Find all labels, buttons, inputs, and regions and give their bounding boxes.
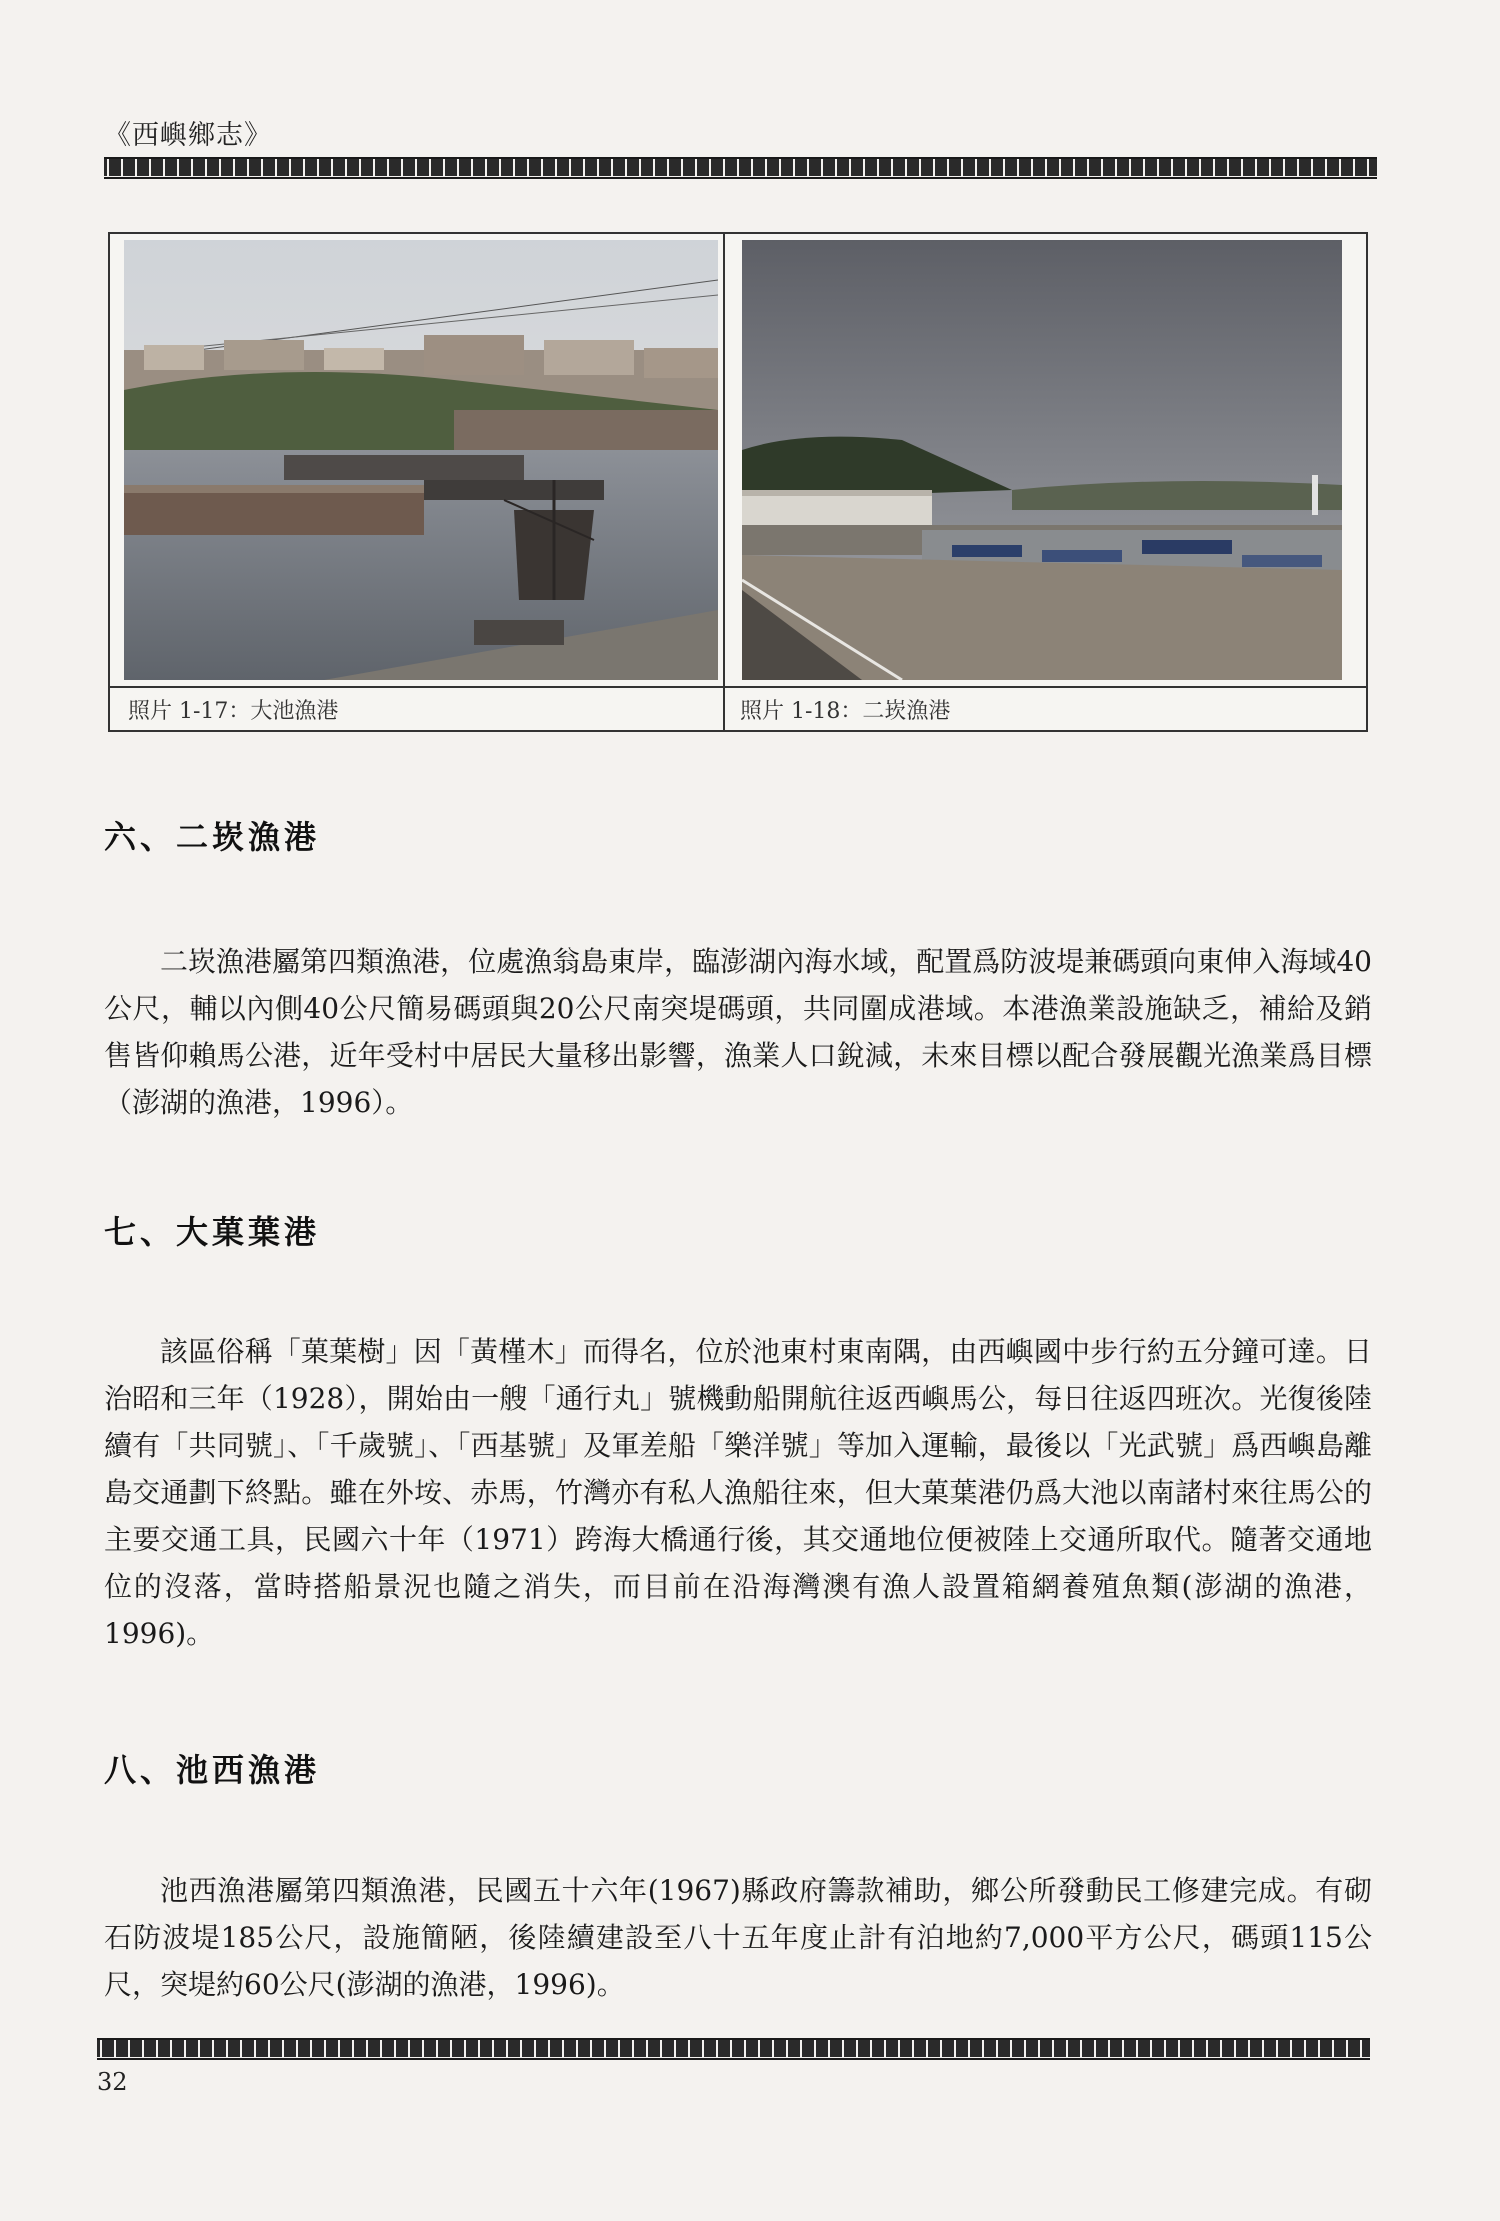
photo-erkan-harbor bbox=[742, 240, 1342, 680]
photo-divider bbox=[723, 234, 725, 730]
section-body-erkan: 二崁漁港屬第四類漁港，位處漁翁島東岸，臨澎湖內海水域，配置爲防波堤兼碼頭向東伸入海域40公尺，輔以內側40公尺簡易碼頭與20公尺南突堤碼頭，共同圍成港域。本港漁業設施缺乏，補給及銷售皆仰賴馬公港，近年受村中居民大量移出影響，漁業人口銳減，未來目標以配合發展觀光漁業爲目標（澎湖的漁港，1996）。 bbox=[104, 945, 1372, 1119]
decorative-border-top bbox=[104, 157, 1377, 179]
section-body-guoye: 該區俗稱「菓葉樹」因「黃槿木」而得名，位於池東村東南隅，由西嶼國中步行約五分鐘可達。日治昭和三年（1928），開始由一艘「通行丸」號機動船開航往返西嶼馬公，每日往返四班次。光復後陸續有「共同號」、「千歲號」、「西基號」及軍差船「樂洋號」等加入運輸，最後以「光武號」爲西嶼島離島交通劃下終點。雖在外垵、赤馬，竹灣亦有私人漁船往來，但大菓葉港仍爲大池以南諸村來往馬公的主要交通工具，民國六十年（1971）跨海大橋通行後，其交通地位便被陸上交通所取代。隨著交通地位的沒落，當時搭船景況也隨之消失，而目前在沿海灣澳有漁人設置箱網養殖魚類(澎湖的漁港，1996)。 bbox=[104, 1335, 1372, 1650]
section-heading-chixi: 八、池西漁港 bbox=[104, 1751, 321, 1789]
decorative-border-bottom bbox=[97, 2038, 1370, 2060]
section-heading-guoye: 七、大菓葉港 bbox=[104, 1213, 321, 1251]
photo-caption-right: 照片 1-18：二崁漁港 bbox=[740, 699, 951, 724]
caption-rule bbox=[110, 686, 1366, 688]
book-title: 《西嶼鄉志》 bbox=[104, 120, 272, 151]
photo-dachi-harbor bbox=[124, 240, 718, 680]
page-number: 32 bbox=[97, 2068, 128, 2096]
section-heading-erkan: 六、二崁漁港 bbox=[104, 818, 321, 856]
photo-table bbox=[108, 232, 1368, 732]
photo-caption-left: 照片 1-17：大池漁港 bbox=[128, 699, 339, 724]
section-body-chixi: 池西漁港屬第四類漁港，民國五十六年(1967)縣政府籌款補助，鄉公所發動民工修建完成。有砌石防波堤185公尺，設施簡陋，後陸續建設至八十五年度止計有泊地約7,000平方公尺，碼頭115公尺，突堤約60公尺(澎湖的漁港，1996)。 bbox=[104, 1874, 1372, 2001]
